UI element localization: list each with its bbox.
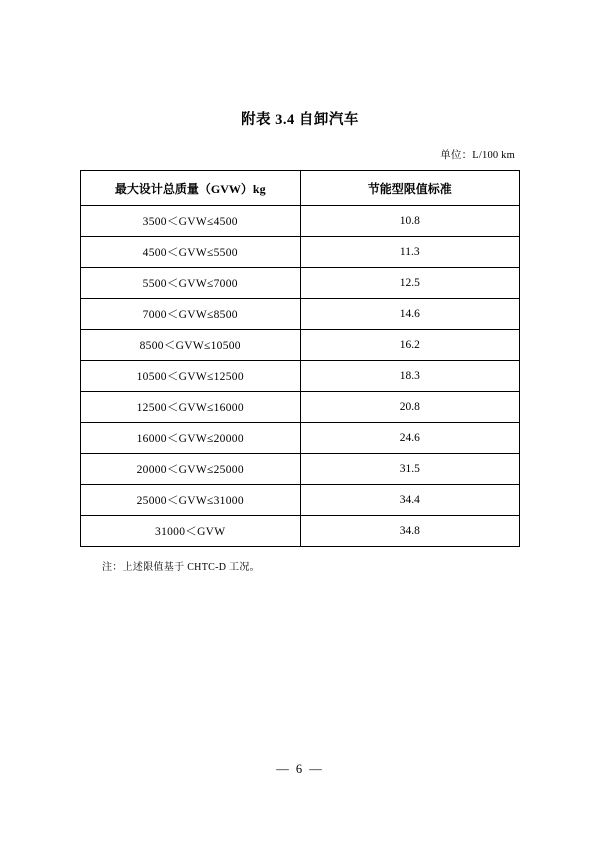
table-row <box>81 485 520 516</box>
cell-gvw-range: 12500＜GVW≤16000 <box>81 392 301 423</box>
table-row <box>81 516 520 547</box>
cell-limit-value: 34.8 <box>300 516 520 547</box>
cell-gvw-range: 4500＜GVW≤5500 <box>81 237 301 268</box>
cell-limit-value: 20.8 <box>300 392 520 423</box>
table-row <box>81 206 520 237</box>
cell-gvw-range: 31000＜GVW <box>81 516 301 547</box>
header-limit: 节能型限值标准 <box>300 171 520 206</box>
table-row <box>81 237 520 268</box>
cell-limit-value: 16.2 <box>300 330 520 361</box>
cell-limit-value: 34.4 <box>300 485 520 516</box>
page-number: — 6 — <box>276 762 324 776</box>
cell-gvw-range: 25000＜GVW≤31000 <box>81 485 301 516</box>
table-row <box>81 423 520 454</box>
cell-limit-value: 18.3 <box>300 361 520 392</box>
table-head <box>81 171 520 206</box>
cell-gvw-range: 7000＜GVW≤8500 <box>81 299 301 330</box>
table-row <box>81 330 520 361</box>
cell-gvw-range: 16000＜GVW≤20000 <box>81 423 301 454</box>
table-row <box>81 454 520 485</box>
cell-limit-value: 31.5 <box>300 454 520 485</box>
cell-gvw-range: 8500＜GVW≤10500 <box>81 330 301 361</box>
unit-label: 单位：L/100 km <box>440 150 515 161</box>
table-body <box>81 206 520 547</box>
table-row <box>81 268 520 299</box>
cell-gvw-range: 20000＜GVW≤25000 <box>81 454 301 485</box>
limits-table-container <box>80 170 520 547</box>
limits-table <box>80 170 520 547</box>
cell-gvw-range: 10500＜GVW≤12500 <box>81 361 301 392</box>
table-header-row <box>81 171 520 206</box>
table-row <box>81 392 520 423</box>
cell-limit-value: 12.5 <box>300 268 520 299</box>
cell-gvw-range: 3500＜GVW≤4500 <box>81 206 301 237</box>
table-row <box>81 299 520 330</box>
page-title: 附表 3.4 自卸汽车 <box>241 112 359 128</box>
table-note: 注：上述限值基于 CHTC-D 工况。 <box>102 562 260 573</box>
cell-gvw-range: 5500＜GVW≤7000 <box>81 268 301 299</box>
cell-limit-value: 24.6 <box>300 423 520 454</box>
table-row <box>81 361 520 392</box>
cell-limit-value: 11.3 <box>300 237 520 268</box>
header-gvw: 最大设计总质量（GVW）kg <box>81 171 301 206</box>
cell-limit-value: 10.8 <box>300 206 520 237</box>
cell-limit-value: 14.6 <box>300 299 520 330</box>
